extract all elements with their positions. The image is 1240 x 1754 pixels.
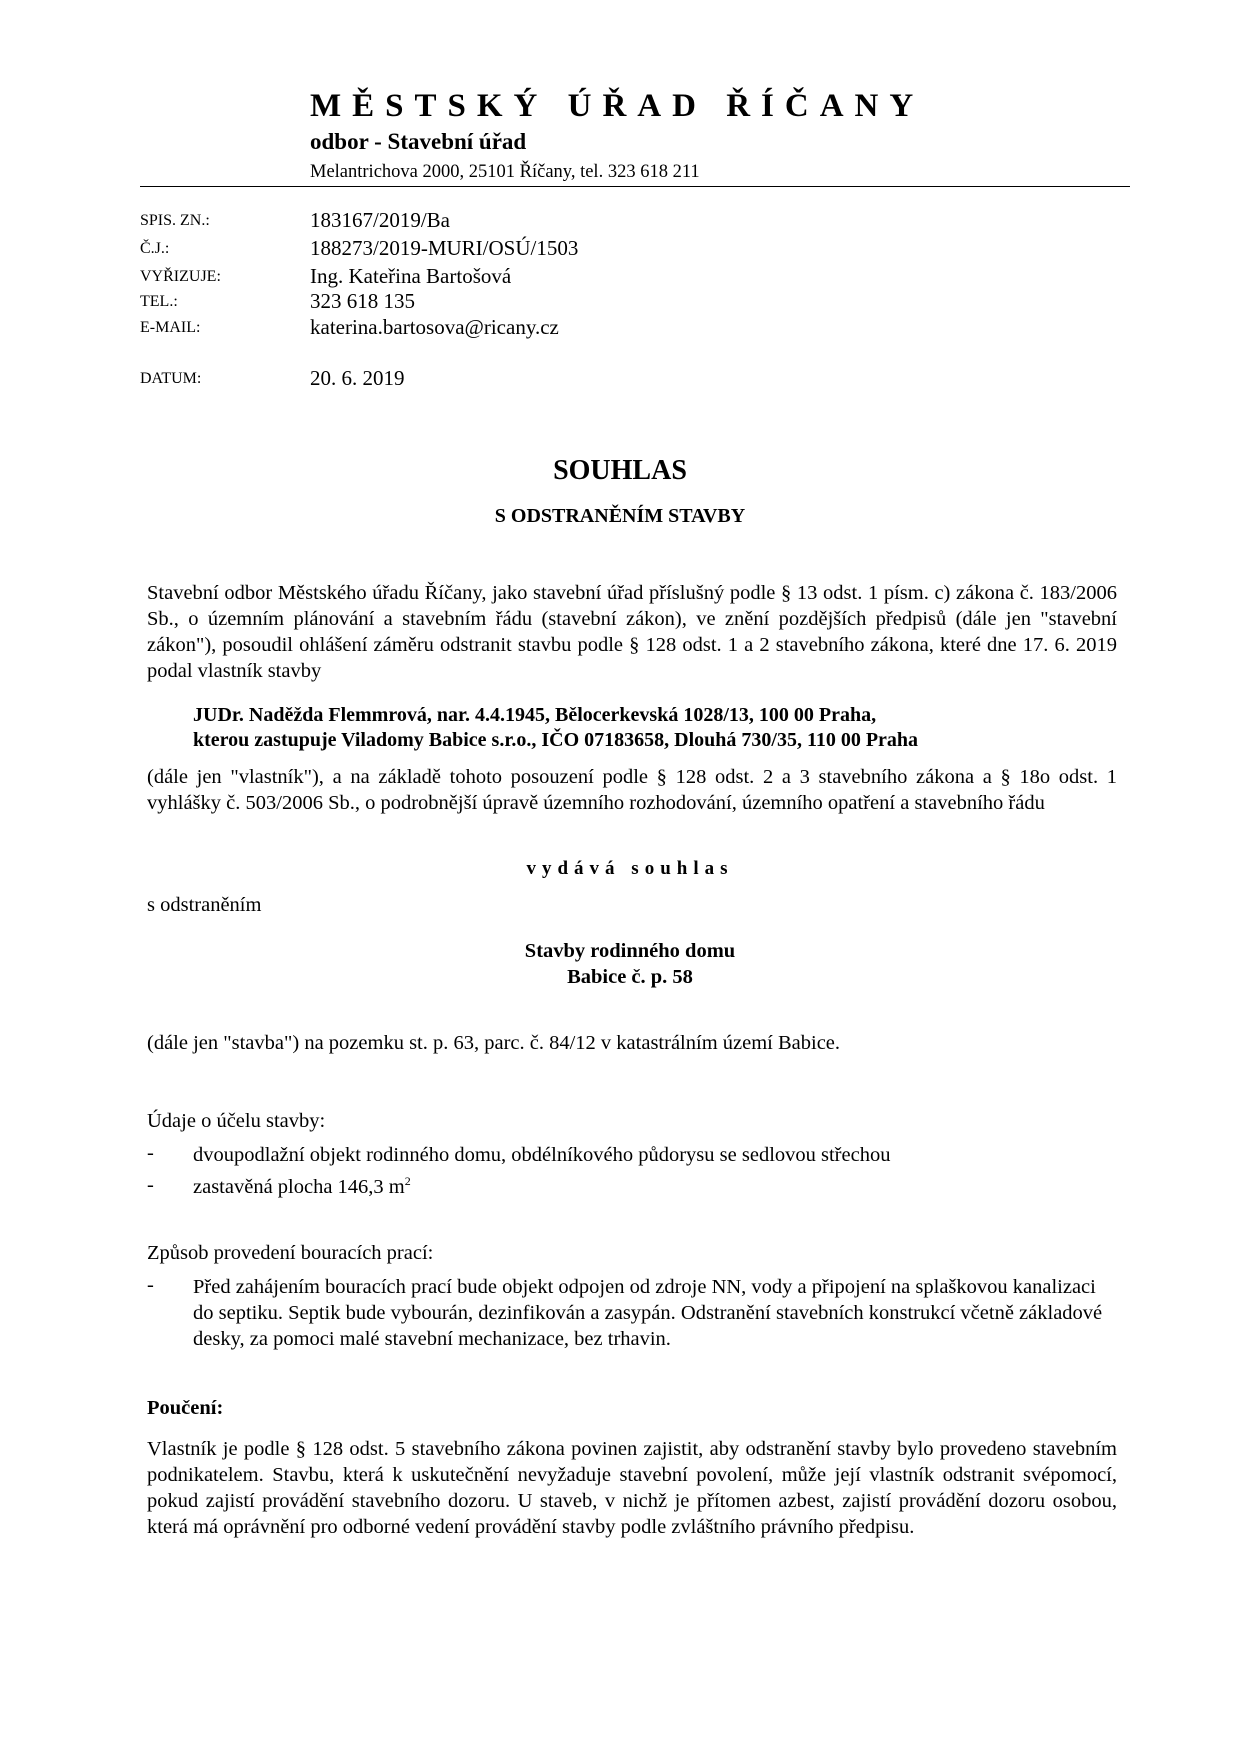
built-up-area-text: zastavěná plocha 146,3 m [193, 1176, 405, 1198]
intro-paragraph: Stavební odbor Městského úřadu Říčany, jako stavební úřad příslušný podle § 13 odst. 1 písm. c) zákona č. 183/2006 Sb., o územním plánování a stavebním řádu (stavební zákon), ve znění pozdějších předpisů (dále jen "stavební zákon"), posoudil ohlášení záměru odstranit stavbu podle § 128 odst. 1 a 2 stavebního zákona, které dne 17. 6. 2019 podal vlastník stavby [147, 582, 1117, 682]
office-department: odbor - Stavební úřad [310, 129, 527, 154]
instruction-heading: Poučení: [147, 1397, 224, 1419]
method-item-dash: - [147, 1274, 154, 1296]
date-label: DATUM: [140, 370, 202, 387]
date-value: 20. 6. 2019 [310, 366, 405, 390]
office-address: Melantrichova 2000, 25101 Říčany, tel. 323 618 211 [310, 162, 700, 182]
purpose-heading: Údaje o účelu stavby: [147, 1110, 326, 1132]
method-heading: Způsob provedení bouracích prací: [147, 1242, 434, 1264]
phone-value: 323 618 135 [310, 289, 415, 313]
reference-number-value: 188273/2019-MURI/OSÚ/1503 [310, 236, 579, 260]
location-text: (dále jen "stavba") na pozemku st. p. 63, parc. č. 84/12 v katastrálním území Babice. [147, 1032, 841, 1054]
method-item: Před zahájením bouracích prací bude objekt odpojen od zdroje NN, vody a připojení na splaškovou kanalizaci do septiku. Septik bude vybourán, dezinfikován a zasypán. Odstranění stavebních konstrukcí včetně základové desky, za pomoci malé stavební mechanizace, bez trhavin. [193, 1276, 1103, 1350]
purpose-item-dash: - [147, 1142, 154, 1164]
header-divider [140, 186, 1130, 187]
party-line-representative: kterou zastupuje Viladomy Babice s.r.o., IČO 07183658, Dlouhá 730/35, 110 00 Praha [193, 729, 919, 751]
issues-consent-heading: vydává souhlas [526, 858, 734, 879]
party-line-owner: JUDr. Naděžda Flemmrová, nar. 4.4.1945, Bělocerkevská 1028/13, 100 00 Praha, [193, 704, 877, 726]
handled-by-value: Ing. Kateřina Bartošová [310, 264, 512, 288]
file-number-value: 183167/2019/Ba [310, 208, 450, 232]
purpose-item-area [193, 1174, 1118, 1200]
reference-number-label: Č.J.: [140, 240, 170, 257]
purpose-item: dvoupodlažní objekt rodinného domu, obdélníkového půdorysu se sedlovou střechou [193, 1144, 891, 1166]
email-label: E-MAIL: [140, 319, 201, 336]
file-number-label: SPIS. ZN.: [140, 212, 210, 229]
document-title: SOUHLAS [553, 455, 687, 486]
object-address: Babice č. p. 58 [567, 966, 693, 988]
square-meter-superscript: 2 [404, 1174, 411, 1189]
purpose-item-dash: - [147, 1174, 154, 1196]
office-title: MĚSTSKÝ ÚŘAD ŘÍČANY [310, 88, 925, 124]
instruction-paragraph: Vlastník je podle § 128 odst. 5 stavebního zákona povinen zajistit, aby odstranění stavby bylo provedeno stavebním podnikatelem. Stavbu, která k uskutečnění nevyžaduje stavební povolení, může její vlastník odstranit svépomocí, pokud zajistí provádění stavebního dozoru. U staveb, v nichž je přítomen azbest, zajistí provádění dozoru osobou, která má oprávnění pro odborné vedení provádění stavby podle zvláštního právního předpisu. [147, 1438, 1117, 1538]
phone-label: TEL.: [140, 293, 178, 310]
basis-paragraph: (dále jen "vlastník"), a na základě tohoto posouzení podle § 128 odst. 2 a 3 stavebního zákona a § 18o odst. 1 vyhlášky č. 503/2006 Sb., o podrobnější úpravě územního rozhodování, územního opatření a stavebního řádu [147, 766, 1117, 814]
email-value: katerina.bartosova@ricany.cz [310, 315, 559, 339]
object-name: Stavby rodinného domu [524, 940, 736, 962]
document-subtitle: S ODSTRANĚNÍM STAVBY [494, 505, 746, 527]
with-removal-text: s odstraněním [147, 894, 262, 916]
handled-by-label: VYŘIZUJE: [140, 268, 221, 285]
